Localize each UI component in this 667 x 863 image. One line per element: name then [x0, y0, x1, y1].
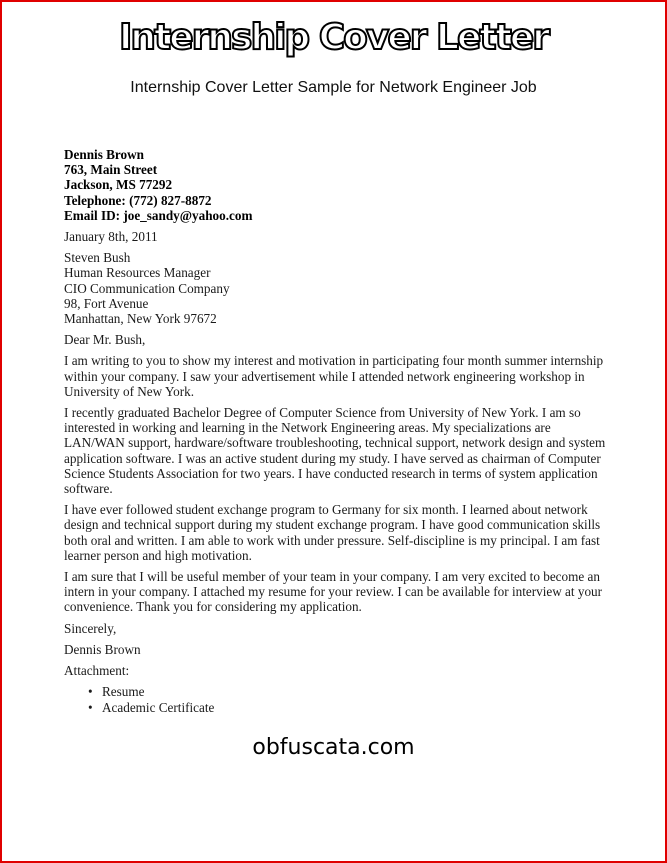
sender-email: Email ID: joe_sandy@yahoo.com [64, 207, 253, 223]
sender-telephone: Telephone: (772) 827-8872 [64, 192, 212, 208]
page-title: Internship Cover Letter [119, 17, 548, 58]
attachment-list [64, 684, 609, 714]
sender-city: Jackson, MS 77292 [64, 177, 173, 193]
body-paragraph-1: I am writing to you to show my interest and motivation in participating four month summer internship within your company. I saw your advertisement while I attended network engineering workshop in University of New York. [64, 353, 604, 399]
page-subtitle: Internship Cover Letter Sample for Network Engineer Job [130, 79, 537, 96]
recipient-city: Manhattan, New York 97672 [64, 311, 217, 327]
bullet-icon: • [88, 684, 93, 700]
sender-name: Dennis Brown [64, 147, 145, 162]
body-paragraph-3: I have ever followed student exchange program to Germany for six month. I learned about network design and technical support during my student exchange program. I have good communication skills both oral and written. I am able to work with under pressure. Self-discipline is my principal. I am fast learner person and high motivation. [64, 502, 601, 563]
sender-street: 763, Main Street [64, 162, 158, 178]
salutation: Dear Mr. Bush, [64, 332, 146, 348]
recipient-address-block [64, 250, 609, 326]
watermark: obfuscata.com [252, 735, 415, 760]
letter-date: January 8th, 2011 [64, 229, 158, 245]
body-paragraph-2: I recently graduated Bachelor Degree of Computer Science from University of New York. I am so interested in working and learning in the Network Engineering areas. My specializations are LAN/WAN support, hardware/software troubleshooting, technical support, network design and system application software. I was an active student during my study. I have served as chairman of Computer Science Students Association for two years. I have conducted research in terms of system application software. [64, 405, 606, 497]
closing: Sincerely, [64, 620, 117, 636]
body-paragraph-4: I am sure that I will be useful member of your team in your company. I am very excited to become an intern in your company. I attached my resume for your review. I can be available for interview at your convenience. Thank you for considering my application. [64, 569, 603, 615]
cover-letter [64, 147, 609, 715]
attachment-item-label: Academic Certificate [102, 699, 215, 715]
recipient-street: 98, Fort Avenue [64, 295, 149, 311]
attachment-item-label: Resume [102, 684, 145, 700]
list-item [88, 700, 609, 715]
bullet-icon: • [88, 699, 93, 715]
signature-name: Dennis Brown [64, 641, 141, 657]
recipient-company: CIO Communication Company [64, 280, 230, 296]
list-item [88, 684, 609, 699]
recipient-name: Steven Bush [64, 250, 131, 266]
sender-address-block [64, 147, 609, 223]
attachment-label: Attachment: [64, 663, 130, 679]
recipient-title: Human Resources Manager [64, 265, 211, 281]
